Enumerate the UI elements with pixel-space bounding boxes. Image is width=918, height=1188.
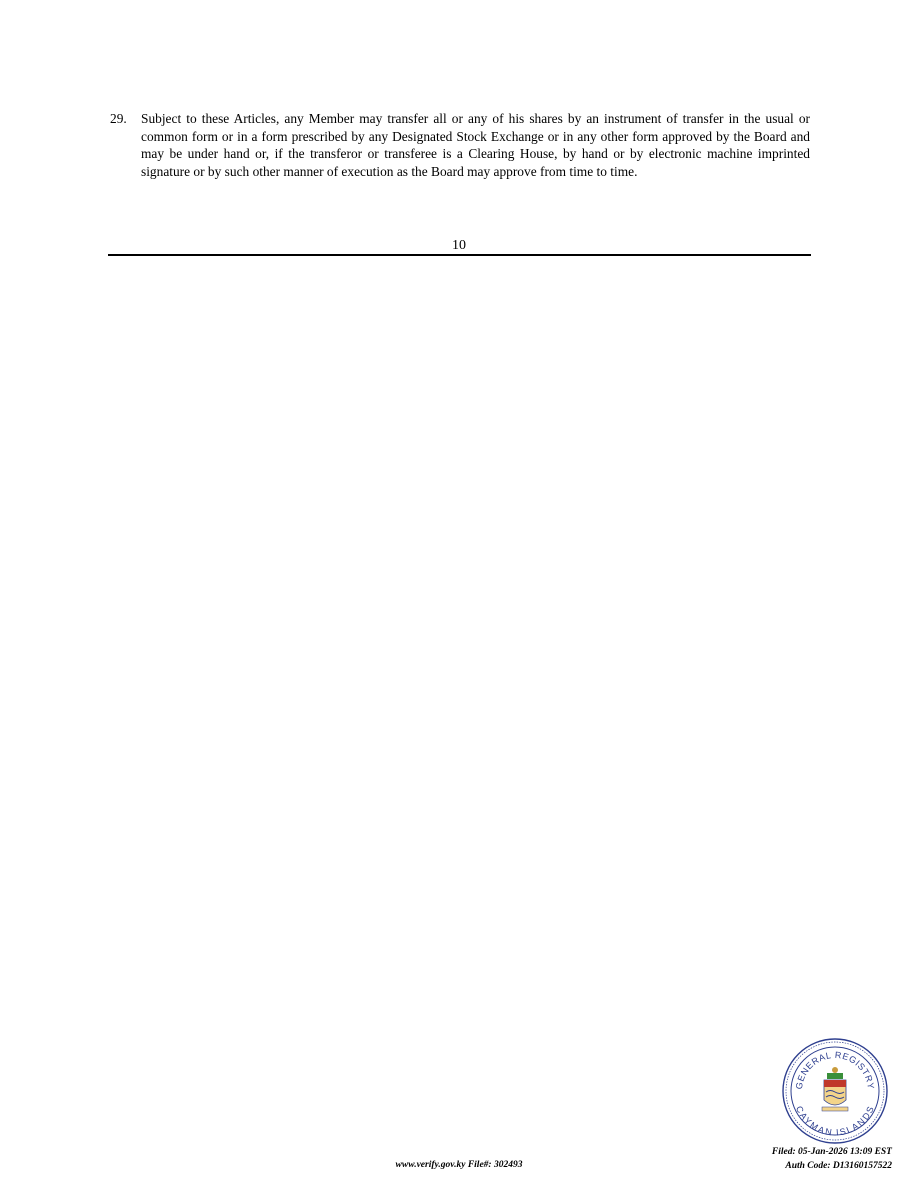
seal-bottom-text: CAYMAN ISLANDS xyxy=(793,1104,877,1138)
filing-info xyxy=(732,1145,892,1173)
verify-url: www.verify.gov.ky File#: 302493 xyxy=(395,1160,523,1170)
clause-number: 29. xyxy=(110,111,127,126)
page-number: 10 xyxy=(452,238,466,253)
seal-top-text: GENERAL REGISTRY xyxy=(793,1049,877,1090)
page-divider xyxy=(108,254,811,256)
clause-text: Subject to these Articles, any Member may transfer all or any of his shares by an instrument of transfer in the usual or common form or in a form prescribed by any Designated Stock Exchange or in any other form approved by the Board and may be under hand or, if the transferor or transferee is a Clearing House, by hand or by electronic machine imprinted signature or by such other manner of execution as the Board may approve from time to time. xyxy=(141,111,810,179)
filed-date: Filed: 05-Jan-2026 13:09 EST xyxy=(771,1147,892,1157)
clause-29 xyxy=(110,110,810,180)
auth-code: Auth Code: D13160157522 xyxy=(785,1161,892,1171)
general-registry-seal-icon xyxy=(780,1036,890,1146)
